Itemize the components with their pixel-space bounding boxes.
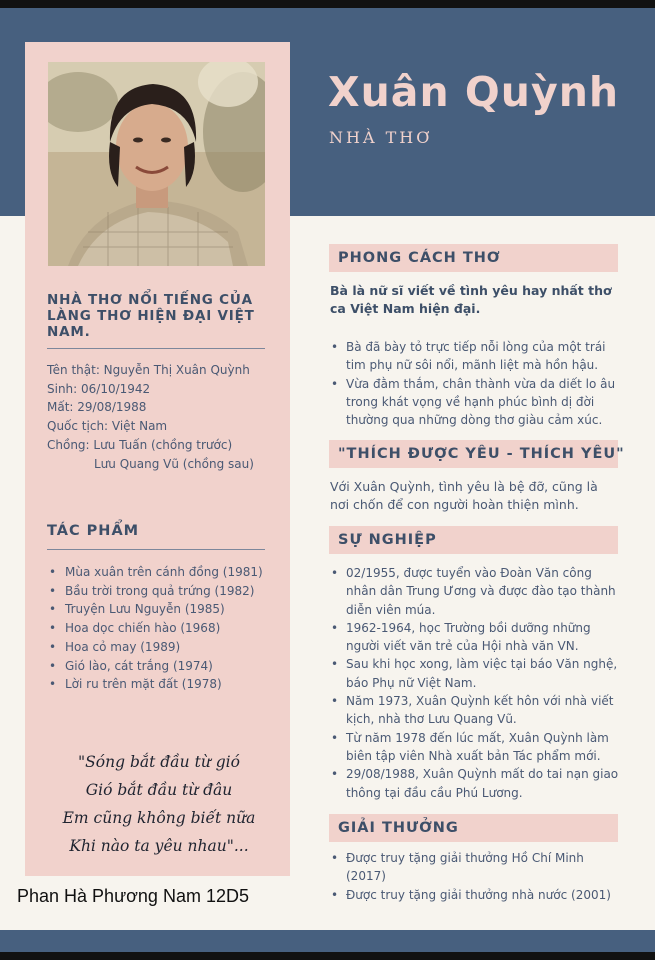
work-item: • Lời ru trên mặt đất (1978) <box>47 675 272 694</box>
poem-line: Gió bắt đầu từ đâu <box>85 781 233 799</box>
awards-list <box>330 849 620 904</box>
top-edge <box>0 0 655 8</box>
award-item: • Được truy tặng giải thưởng nhà nước (2001) <box>330 886 620 904</box>
style-item: • Bà đã bày tỏ trực tiếp nỗi lòng của một trái tim phụ nữ sôi nổi, mãnh liệt mà hồn hậu. <box>330 338 620 375</box>
career-item: • Sau khi học xong, làm việc tại báo Văn nghệ, báo Phụ nữ Việt Nam. <box>330 655 620 692</box>
style-heading: PHONG CÁCH THƠ <box>329 244 618 272</box>
poem-line: Em cũng không biết nữa <box>62 809 256 827</box>
works-list <box>47 563 272 694</box>
bottom-edge <box>0 952 655 960</box>
spouse-second: Lưu Quang Vũ (chồng sau) <box>94 456 254 471</box>
footer-band <box>0 930 655 952</box>
work-item: • Gió lào, cát trắng (1974) <box>47 657 272 676</box>
poet-name: Xuân Quỳnh <box>328 68 620 116</box>
career-item: • 02/1955, được tuyển vào Đoàn Văn công nhân dân Trung Ương và được đào tạo thành diễn viên múa. <box>330 564 620 619</box>
work-item: • Mùa xuân trên cánh đồng (1981) <box>47 563 272 582</box>
award-item: • Được truy tặng giải thưởng Hồ Chí Minh (2017) <box>330 849 620 886</box>
death-date: Mất: 29/08/1988 <box>47 400 147 415</box>
career-item: • 1962-1964, học Trường bồi dưỡng những người viết văn trẻ của Hội nhà văn VN. <box>330 619 620 656</box>
birth-date: Sinh: 06/10/1942 <box>47 381 151 396</box>
work-item: • Hoa dọc chiến hào (1968) <box>47 619 272 638</box>
spouse-first: Chồng: Lưu Tuấn (chồng trước) <box>47 437 233 452</box>
poem-line: Khi nào ta yêu nhau"... <box>69 837 249 855</box>
style-lead: Bà là nữ sĩ viết về tình yêu hay nhất thơ ca Việt Nam hiện đại. <box>330 283 612 316</box>
career-list <box>330 564 620 802</box>
career-item: • Năm 1973, Xuân Quỳnh kết hôn với nhà viết kịch, nhà thơ Lưu Quang Vũ. <box>330 692 620 729</box>
work-item: • Bầu trời trong quả trứng (1982) <box>47 582 272 601</box>
poem-quote <box>40 748 278 860</box>
love-heading: "THÍCH ĐƯỢC YÊU - THÍCH YÊU" <box>329 440 618 468</box>
portrait-photo <box>48 62 265 266</box>
career-item: • Từ năm 1978 đến lúc mất, Xuân Quỳnh làm biên tập viên Nhà xuất bản Tác phẩm mới. <box>330 729 620 766</box>
nationality: Quốc tịch: Việt Nam <box>47 419 168 434</box>
love-text: Với Xuân Quỳnh, tình yêu là bệ đỡ, cũng là nơi chốn để con người hoàn thiện mình. <box>330 479 598 512</box>
style-list <box>330 338 620 429</box>
career-item: • 29/08/1988, Xuân Quỳnh mất do tai nạn giao thông tại đầu cầu Phú Lương. <box>330 765 620 802</box>
work-item: • Hoa cỏ may (1989) <box>47 638 272 657</box>
sidebar-divider <box>47 348 265 349</box>
awards-heading: GIẢI THƯỞNG <box>329 814 618 842</box>
works-heading: TÁC PHẨM <box>47 523 140 539</box>
work-item: • Truyện Lưu Nguyễn (1985) <box>47 600 272 619</box>
style-item: • Vừa đằm thắm, chân thành vừa da diết lo âu trong khát vọng về hạnh phúc bình dị đời thường qua những dòng thơ giàu cảm xúc. <box>330 375 620 430</box>
author-credit: Phan Hà Phương Nam 12D5 <box>17 886 249 906</box>
works-divider <box>47 549 265 550</box>
career-heading: SỰ NGHIỆP <box>329 526 618 554</box>
personal-info <box>47 361 277 473</box>
poet-role: NHÀ THƠ <box>329 128 433 147</box>
sidebar-headline: NHÀ THƠ NỔI TIẾNG CỦA LÀNG THƠ HIỆN ĐẠI VIỆT NAM. <box>47 292 255 340</box>
poem-line: "Sóng bắt đầu từ gió <box>78 753 240 771</box>
real-name: Tên thật: Nguyễn Thị Xuân Quỳnh <box>47 363 250 377</box>
